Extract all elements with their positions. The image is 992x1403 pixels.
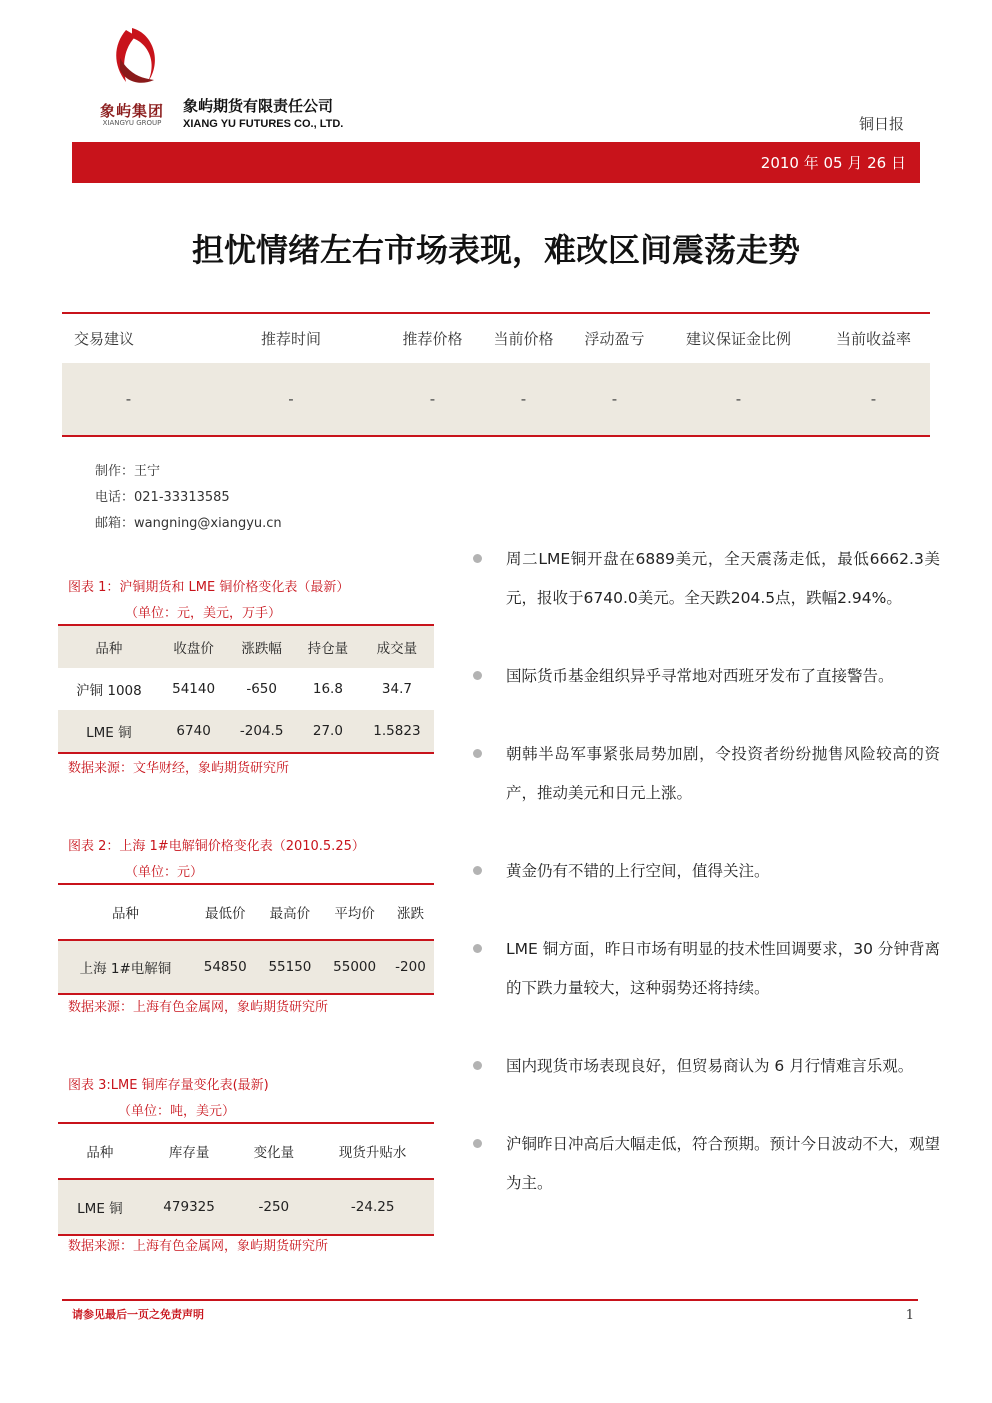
table1-header: 持仓量 <box>296 625 360 668</box>
table1-cell: 6740 <box>160 710 228 753</box>
bullet-text: 黄金仍有不错的上行空间，值得关注。 <box>506 862 770 880</box>
company-name-cn: 象屿期货有限责任公司 <box>183 97 334 115</box>
table3-caption: 图表 3:LME 铜库存量变化表(最新) <box>68 1078 269 1093</box>
list-item <box>470 852 940 891</box>
bullet-text: LME 铜方面，昨日市场有明显的技术性回调要求，30 分钟背离的下跌力量较大，这种弱势还将持续。 <box>506 940 940 997</box>
bullet-text: 周二LME铜开盘在6889美元，全天震荡走低，最低6662.3美元，报收于6740.0美元。全天跌204.5点，跌幅2.94%。 <box>506 550 940 607</box>
table1-header: 收盘价 <box>160 625 228 668</box>
table2-header: 涨跌 <box>387 884 434 940</box>
table2-source: 数据来源：上海有色金属网，象屿期货研究所 <box>68 1000 329 1015</box>
bullet-icon <box>473 749 482 758</box>
trade-header: 交易建议 <box>62 313 195 363</box>
trade-value: - <box>62 363 195 436</box>
table2-header: 平均价 <box>322 884 387 940</box>
table1-cell: 27.0 <box>296 710 360 753</box>
table2-cell: -200 <box>387 940 434 994</box>
trade-value: - <box>660 363 817 436</box>
trade-header: 浮动盈亏 <box>569 313 660 363</box>
table1-cell: -204.5 <box>227 710 296 753</box>
table2-unit: （单位：元） <box>125 865 204 880</box>
bullet-text: 国际货币基金组织异乎寻常地对西班牙发布了直接警告。 <box>506 667 894 685</box>
table1-cell: 54140 <box>172 681 216 697</box>
bullet-text: 沪铜昨日冲高后大幅走低，符合预期。预计今日波动不大，观望为主。 <box>506 1135 941 1192</box>
list-item <box>470 657 940 696</box>
market-commentary <box>470 540 940 1203</box>
footer-divider <box>62 1299 918 1301</box>
table-row <box>58 710 434 753</box>
table3-cell: LME 铜 <box>58 1179 142 1235</box>
bullet-icon <box>473 1139 482 1148</box>
table1-cell: 沪铜 1008 <box>76 683 142 699</box>
author-email[interactable]: 邮箱：wangning@xiangyu.cn <box>95 516 282 531</box>
trade-header: 推荐价格 <box>387 313 478 363</box>
trade-value: - <box>817 363 930 436</box>
bullet-icon <box>473 1061 482 1070</box>
table-row <box>58 1179 434 1235</box>
trade-value: - <box>387 363 478 436</box>
table1-cell: 16.8 <box>312 681 343 697</box>
report-date: 2010 年 05 月 26 日 <box>760 154 906 172</box>
table2-caption: 图表 2：上海 1#电解铜价格变化表（2010.5.25） <box>68 839 365 854</box>
table3-cell: -24.25 <box>311 1179 434 1235</box>
report-title: 担忧情绪左右市场表现，难改区间震荡走势 <box>191 231 800 269</box>
list-item <box>470 735 940 813</box>
logo-subtext: XIANGYU GROUP <box>102 119 162 127</box>
table3-header: 现货升贴水 <box>311 1123 434 1179</box>
trade-header: 当前收益率 <box>817 313 930 363</box>
table3-cell: -250 <box>236 1179 311 1235</box>
trade-value: - <box>195 363 387 436</box>
author-name: 制作：王宁 <box>95 464 161 479</box>
table2-header: 品种 <box>58 884 193 940</box>
table2-cell: 55150 <box>258 940 323 994</box>
table2-header: 最高价 <box>258 884 323 940</box>
trade-header: 当前价格 <box>478 313 569 363</box>
table2-cell: 上海 1#电解铜 <box>58 940 193 994</box>
bullet-icon <box>473 671 482 680</box>
table-row <box>58 940 434 994</box>
logo-text: 象屿集团 <box>99 102 164 120</box>
list-item <box>470 540 940 618</box>
table3-unit: （单位：吨，美元） <box>118 1104 236 1119</box>
table1-cell: -650 <box>246 681 277 697</box>
table1-header: 成交量 <box>360 625 434 668</box>
trade-recommendation-table <box>62 312 930 437</box>
table2-header: 最低价 <box>193 884 258 940</box>
list-item <box>470 1125 940 1203</box>
table3-header: 库存量 <box>142 1123 237 1179</box>
bullet-icon <box>473 554 482 563</box>
table1-header: 涨跌幅 <box>227 625 296 668</box>
trade-header: 推荐时间 <box>195 313 387 363</box>
table3-header: 品种 <box>58 1123 142 1179</box>
page-number: 1 <box>905 1308 914 1323</box>
trade-value: - <box>569 363 660 436</box>
table3-cell: 479325 <box>142 1179 237 1235</box>
table1-caption: 图表 1：沪铜期货和 LME 铜价格变化表（最新） <box>68 580 350 595</box>
trade-value: - <box>478 363 569 436</box>
table2-cell: 55000 <box>322 940 387 994</box>
table1-cell: 1.5823 <box>360 710 434 753</box>
table1-cell: 34.7 <box>381 681 412 697</box>
bullet-text: 国内现货市场表现良好，但贸易商认为 6 月行情难言乐观。 <box>506 1057 914 1075</box>
bullet-icon <box>473 944 482 953</box>
table3-source: 数据来源：上海有色金属网，象屿期货研究所 <box>68 1239 329 1254</box>
list-item <box>470 930 940 1008</box>
company-name-en: XIANG YU FUTURES CO., LTD. <box>183 118 344 130</box>
report-type: 铜日报 <box>858 115 904 133</box>
table1-unit: （单位：元，美元，万手） <box>125 606 282 621</box>
table2 <box>58 883 434 995</box>
table1-cell: LME 铜 <box>58 710 160 753</box>
table-row <box>58 668 434 710</box>
table3 <box>58 1122 434 1236</box>
table2-cell: 54850 <box>193 940 258 994</box>
list-item <box>470 1047 940 1086</box>
table1 <box>58 624 434 754</box>
bullet-text: 朝韩半岛军事紧张局势加剧，令投资者纷纷抛售风险较高的资产，推动美元和日元上涨。 <box>506 745 940 802</box>
author-phone: 电话：021-33313585 <box>95 490 230 505</box>
table1-header: 品种 <box>58 625 160 668</box>
bullet-icon <box>473 866 482 875</box>
trade-header: 建议保证金比例 <box>660 313 817 363</box>
table1-source: 数据来源：文华财经，象屿期货研究所 <box>68 761 290 776</box>
disclaimer-note: 请参见最后一页之免责声明 <box>72 1308 204 1321</box>
table3-header: 变化量 <box>236 1123 311 1179</box>
